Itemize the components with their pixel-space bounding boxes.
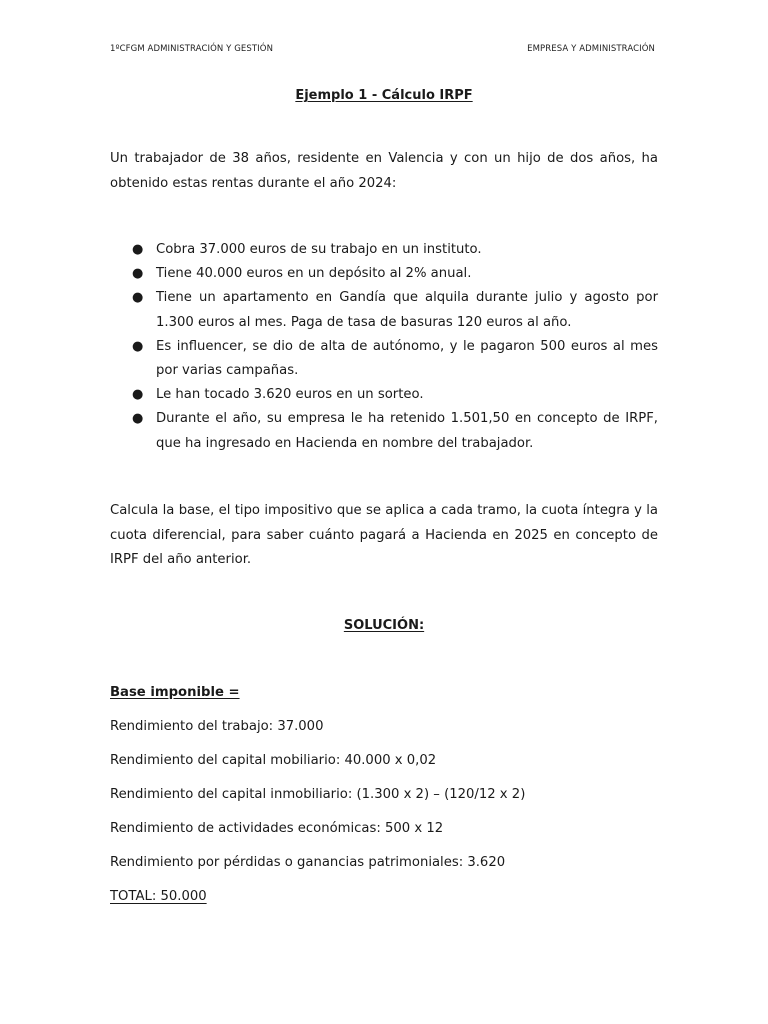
list-item-text: Le han tocado 3.620 euros en un sorteo. bbox=[156, 387, 424, 403]
bullet-icon: ● bbox=[132, 411, 144, 427]
bullet-icon: ● bbox=[132, 290, 144, 306]
intro-paragraph: Un trabajador de 38 años, residente en Valencia y con un hijo de dos años, ha obtenido estas rentas durante el año 2024: bbox=[110, 151, 658, 191]
bullet-icon: ● bbox=[132, 242, 144, 257]
list-item bbox=[110, 383, 658, 407]
calc-line-trabajo: Rendimiento del trabajo: 37.000 bbox=[110, 719, 324, 734]
solution-heading-text: SOLUCIÓN: bbox=[343, 618, 425, 633]
task-paragraph: Calcula la base, el tipo impositivo que se aplica a cada tramo, la cuota íntegra y la cuota diferencial, para saber cuánto pagará a Hacienda en 2025 en concepto de IRPF del año anterior. bbox=[110, 503, 658, 567]
list-item-text: Es influencer, se dio de alta de autónomo, y le pagaron 500 euros al mes por varias campañas. bbox=[156, 338, 658, 379]
base-imponible-title: Base imponible = bbox=[110, 685, 240, 700]
income-list bbox=[110, 238, 658, 456]
calc-line-ganancias: Rendimiento por pérdidas o ganancias patrimoniales: 3.620 bbox=[110, 855, 506, 870]
header-course: 1ºCFGM ADMINISTRACIÓN Y GESTIÓN bbox=[110, 44, 274, 54]
list-item-text: Tiene un apartamento en Gandía que alquila durante julio y agosto por 1.300 euros al mes. Paga de tasa de basuras 120 euros al año. bbox=[156, 290, 658, 330]
bullet-icon: ● bbox=[132, 387, 144, 403]
calc-total: TOTAL: 50.000 bbox=[110, 889, 207, 904]
page-title-text: Ejemplo 1 - Cálculo IRPF bbox=[295, 88, 473, 103]
page-title bbox=[0, 88, 768, 103]
calc-line-capital-mobiliario: Rendimiento del capital mobiliario: 40.000 x 0,02 bbox=[110, 753, 437, 768]
bullet-icon: ● bbox=[132, 338, 144, 354]
list-item-text: Durante el año, su empresa le ha retenido 1.501,50 en concepto de IRPF, que ha ingresado en Hacienda en nombre del trabajador. bbox=[156, 411, 658, 451]
calc-line-actividades: Rendimiento de actividades económicas: 500 x 12 bbox=[110, 821, 444, 836]
list-item bbox=[110, 262, 658, 286]
calc-line-capital-inmobiliario: Rendimiento del capital inmobiliario: (1.300 x 2) – (120/12 x 2) bbox=[110, 787, 526, 802]
header-subject: EMPRESA Y ADMINISTRACIÓN bbox=[527, 44, 655, 54]
list-item bbox=[110, 286, 658, 334]
list-item bbox=[110, 238, 658, 262]
list-item-text: Cobra 37.000 euros de su trabajo en un instituto. bbox=[156, 242, 482, 257]
list-item bbox=[110, 335, 658, 383]
list-item bbox=[110, 407, 658, 455]
bullet-icon: ● bbox=[132, 266, 144, 282]
list-item-text: Tiene 40.000 euros en un depósito al 2% anual. bbox=[156, 266, 472, 282]
solution-heading bbox=[0, 618, 768, 633]
